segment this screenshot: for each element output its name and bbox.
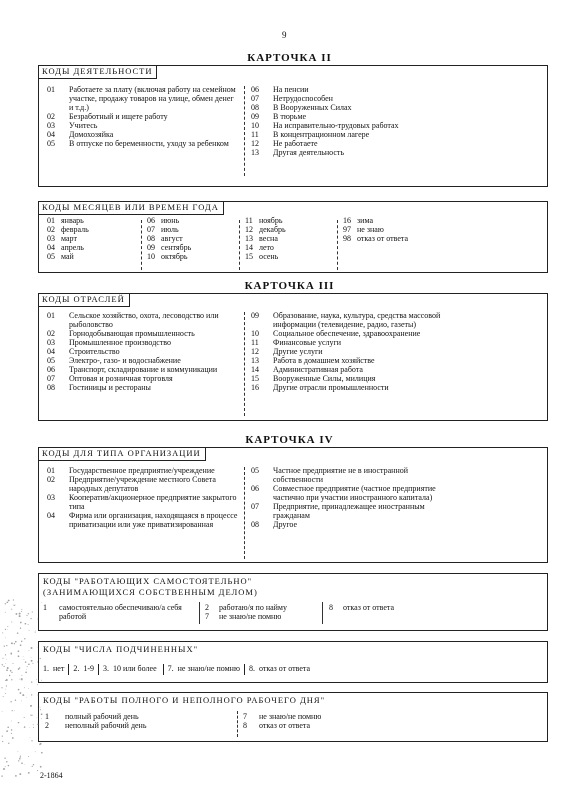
item-code: 12: [251, 138, 259, 148]
item-code: 07: [147, 224, 155, 234]
item-code: 11: [251, 129, 259, 139]
item-text: сентябрь: [161, 242, 192, 252]
item-text: Финансовые услуги: [273, 337, 342, 347]
industry-code-row: [251, 384, 443, 393]
item-code: 01: [47, 311, 55, 320]
item-text: декабрь: [259, 224, 286, 234]
item-text: На пенсии: [273, 85, 309, 94]
self-employed-codes-box: [38, 573, 548, 631]
item-text: Гостиницы и рестораны: [69, 382, 151, 392]
item-code: 06: [47, 364, 55, 374]
item-text: Промышленное производство: [69, 337, 172, 347]
footer-code: 2-1864: [40, 771, 63, 780]
item-code: 10: [251, 120, 259, 130]
item-text: Не работаете: [273, 138, 318, 148]
activity-codes-heading: КОДЫ ДЕЯТЕЛЬНОСТИ: [39, 66, 157, 79]
item-code: 11: [251, 337, 259, 347]
card4-title: КАРТОЧКА IV: [245, 434, 334, 446]
item-code: 10: [251, 328, 259, 338]
full-part-heading: КОДЫ "РАБОТЫ ПОЛНОГО И НЕПОЛНОГО РАБОЧЕГО ДНЯ": [43, 695, 326, 705]
item-text: Вооруженные Силы, милиция: [273, 373, 376, 383]
item-code: 01: [47, 466, 55, 475]
item-code: 02: [47, 111, 55, 121]
activity-right-list: [251, 86, 441, 158]
item-code: 02: [47, 224, 55, 234]
card2-title: КАРТОЧКА II: [247, 52, 332, 64]
subordinates-item: 3. 10 или более: [103, 664, 157, 674]
subordinates-item: 7. не знаю/не помню: [167, 664, 240, 674]
industry-code-row: [47, 312, 239, 330]
subordinates-codes-box: [38, 641, 548, 683]
month-code-row: [245, 253, 335, 262]
column-divider: [98, 664, 99, 675]
item-code: 02: [47, 328, 55, 338]
org-type-code-row: [47, 512, 239, 530]
item-text: июль: [161, 224, 179, 234]
item-code: 98: [343, 233, 351, 243]
column-divider: [337, 220, 338, 270]
self-employed-items-2-7: 2 работаю/я по найму 7 не знаю/не помню: [205, 603, 287, 621]
self-employed-item-1: 1 самостоятельно обеспечиваю/а себя работой: [43, 603, 182, 621]
item-text: Транспорт, складирование и коммуникации: [69, 364, 218, 374]
item-code: 03: [47, 120, 55, 130]
item-code: 07: [251, 501, 259, 511]
item-text: Административная работа: [273, 364, 363, 374]
item-code: 15: [245, 251, 253, 261]
org-type-code-row: [251, 521, 443, 530]
item-code: 06: [251, 483, 259, 493]
activity-code-row: [47, 86, 239, 113]
item-code: 97: [343, 224, 351, 234]
item-text: Работаете за плату (включая работу на семейном участке, продажу товаров на улице, обмен денег и т.д.): [69, 85, 236, 112]
org-type-code-row: [251, 485, 443, 503]
item-code: 01: [47, 216, 55, 225]
org-type-code-row: [251, 467, 443, 485]
column-divider: [237, 711, 238, 737]
self-employed-heading-2: (ЗАНИМАЮЩИХСЯ СОБСТВЕННЫМ ДЕЛОМ): [43, 587, 258, 597]
column-divider: [141, 220, 142, 270]
activity-code-row: [47, 140, 239, 149]
item-text: ноябрь: [259, 216, 283, 225]
item-code: 08: [47, 382, 55, 392]
item-code: 08: [251, 519, 259, 529]
item-code: 04: [47, 510, 55, 520]
item-code: 13: [245, 233, 253, 243]
item-text: Кооператив/акционерное предприятие закрытого типа: [69, 492, 237, 511]
months-col-4: [343, 217, 463, 244]
item-code: 03: [47, 337, 55, 347]
item-text: В отпуске по беременности, уходу за ребенком: [69, 138, 229, 148]
item-code: 07: [251, 93, 259, 103]
month-codes-heading: КОДЫ МЕСЯЦЕВ ИЛИ ВРЕМЕН ГОДА: [39, 202, 224, 215]
card3-title: КАРТОЧКА III: [244, 280, 335, 292]
month-codes-box: [38, 201, 548, 273]
item-code: 03: [47, 492, 55, 502]
column-divider: [199, 602, 200, 624]
item-text: май: [61, 251, 74, 261]
month-code-row: [47, 253, 137, 262]
month-code-row: [147, 253, 237, 262]
item-code: 07: [47, 373, 55, 383]
item-text: октябрь: [161, 251, 188, 261]
item-code: 15: [251, 373, 259, 383]
item-text: На исправительно-трудовых работах: [273, 120, 399, 130]
item-text: В концентрационном лагере: [273, 129, 370, 139]
page-number: 9: [282, 30, 287, 40]
subordinates-item: 8. отказ от ответа: [248, 664, 311, 674]
item-text: Предприятие/учреждение местного Совета народных депутатов: [69, 474, 216, 493]
month-code-row: [343, 235, 463, 244]
item-text: Строительство: [69, 346, 120, 356]
item-text: Фирма или организация, находящаяся в процессе приватизации или уже приватизированная: [69, 510, 238, 529]
org-type-code-row: [47, 494, 239, 512]
activity-left-list: [47, 86, 239, 149]
item-code: 09: [251, 111, 259, 121]
item-text: весна: [259, 233, 278, 243]
org-type-left-list: [47, 467, 239, 530]
column-divider: [68, 664, 69, 675]
item-code: 03: [47, 233, 55, 243]
subordinates-item: 1. нет: [43, 664, 65, 674]
item-code: 06: [251, 85, 259, 94]
column-divider: [163, 664, 164, 675]
item-text: июнь: [161, 216, 180, 225]
item-text: Другие услуги: [273, 346, 323, 356]
industry-codes-box: [38, 293, 548, 421]
item-code: 01: [47, 85, 55, 94]
item-text: Горнодобывающая промышленность: [69, 328, 195, 338]
item-text: Другие отрасли промышленности: [273, 382, 389, 392]
item-code: 02: [47, 474, 55, 484]
activity-codes-box: [38, 65, 548, 187]
item-text: Нетрудоспособен: [273, 93, 333, 103]
item-text: осень: [259, 251, 279, 261]
item-text: Предприятие, принадлежащее иностранным гражданам: [273, 501, 425, 520]
item-code: 14: [251, 364, 259, 374]
item-code: 05: [47, 138, 55, 148]
column-divider: [244, 312, 245, 416]
org-type-right-list: [251, 467, 443, 530]
item-code: 12: [245, 224, 253, 234]
item-text: лето: [259, 242, 274, 252]
item-text: Сельское хозяйство, охота, лесоводство или рыболовство: [69, 311, 219, 329]
item-text: апрель: [61, 242, 84, 252]
item-text: Домохозяйка: [69, 129, 114, 139]
industry-codes-heading: КОДЫ ОТРАСЛЕЙ: [39, 294, 130, 307]
activity-code-row: [251, 149, 441, 158]
item-code: 09: [147, 242, 155, 252]
subordinates-item: 2. 1-9: [73, 664, 94, 674]
self-employed-item-8: 8 отказ от ответа: [329, 603, 395, 612]
industry-code-row: [251, 312, 443, 330]
item-code: 04: [47, 346, 55, 356]
months-col-2: [147, 217, 237, 262]
item-text: В тюрьме: [273, 111, 307, 121]
industry-right-list: [251, 312, 443, 393]
item-text: зима: [357, 216, 373, 225]
item-text: не знаю: [357, 224, 384, 234]
item-text: Государственное предприятие/учреждение: [69, 466, 215, 475]
self-employed-heading-1: КОДЫ "РАБОТАЮЩИХ САМОСТОЯТЕЛЬНО": [43, 576, 253, 586]
org-type-code-row: [47, 476, 239, 494]
item-text: Частное предприятие не в иностранной собственности: [273, 466, 409, 484]
item-code: 16: [251, 382, 259, 392]
item-text: Образование, наука, культура, средства массовой информации (телевидение, радио, газеты): [273, 311, 441, 329]
item-text: Работа в домашнем хозяйстве: [273, 355, 375, 365]
subordinates-heading: КОДЫ "ЧИСЛА ПОДЧИНЕННЫХ": [43, 644, 199, 654]
item-code: 10: [147, 251, 155, 261]
item-code: 08: [251, 102, 259, 112]
months-col-1: [47, 217, 137, 262]
item-text: отказ от ответа: [357, 233, 409, 243]
industry-code-row: [47, 384, 239, 393]
industry-left-list: [47, 312, 239, 393]
item-text: Оптовая и розничная торговля: [69, 373, 173, 383]
item-code: 08: [147, 233, 155, 243]
item-code: 05: [251, 466, 259, 475]
org-type-codes-heading: КОДЫ ДЛЯ ТИПА ОРГАНИЗАЦИИ: [39, 448, 206, 461]
column-divider: [244, 86, 245, 176]
item-code: 11: [245, 216, 253, 225]
item-code: 14: [245, 242, 253, 252]
column-divider: [322, 602, 323, 624]
subordinates-items: [43, 664, 310, 675]
item-code: 05: [47, 355, 55, 365]
full-part-left: 1 полный рабочий день 2 неполный рабочий день: [45, 712, 147, 730]
item-code: 09: [251, 311, 259, 320]
item-code: 06: [147, 216, 155, 225]
item-text: Другое: [273, 519, 298, 529]
item-code: 05: [47, 251, 55, 261]
org-type-codes-box: [38, 447, 548, 563]
item-text: Безработный и ищете работу: [69, 111, 168, 121]
item-text: январь: [61, 216, 84, 225]
item-code: 04: [47, 129, 55, 139]
item-text: февраль: [61, 224, 89, 234]
column-divider: [244, 467, 245, 559]
item-text: август: [161, 233, 183, 243]
item-code: 13: [251, 355, 259, 365]
item-text: Другая деятельность: [273, 147, 345, 157]
item-text: Учитесь: [69, 120, 98, 130]
column-divider: [239, 220, 240, 270]
item-text: март: [61, 233, 77, 243]
item-code: 16: [343, 216, 351, 225]
full-part-right: 7 не знаю/не помню 8 отказ от ответа: [243, 712, 322, 730]
item-text: Совместное предприятие (частное предприятие частично при участии иностранного капитала): [273, 483, 436, 502]
full-part-codes-box: [38, 692, 548, 742]
item-text: Электро-, газо- и водоснабжение: [69, 355, 181, 365]
item-text: В Вооруженных Силах: [273, 102, 352, 112]
months-col-3: [245, 217, 335, 262]
item-text: Социальное обеспечение, здравоохранение: [273, 328, 421, 338]
item-code: 13: [251, 147, 259, 157]
item-code: 12: [251, 346, 259, 356]
column-divider: [244, 664, 245, 675]
item-code: 04: [47, 242, 55, 252]
org-type-code-row: [251, 503, 443, 521]
